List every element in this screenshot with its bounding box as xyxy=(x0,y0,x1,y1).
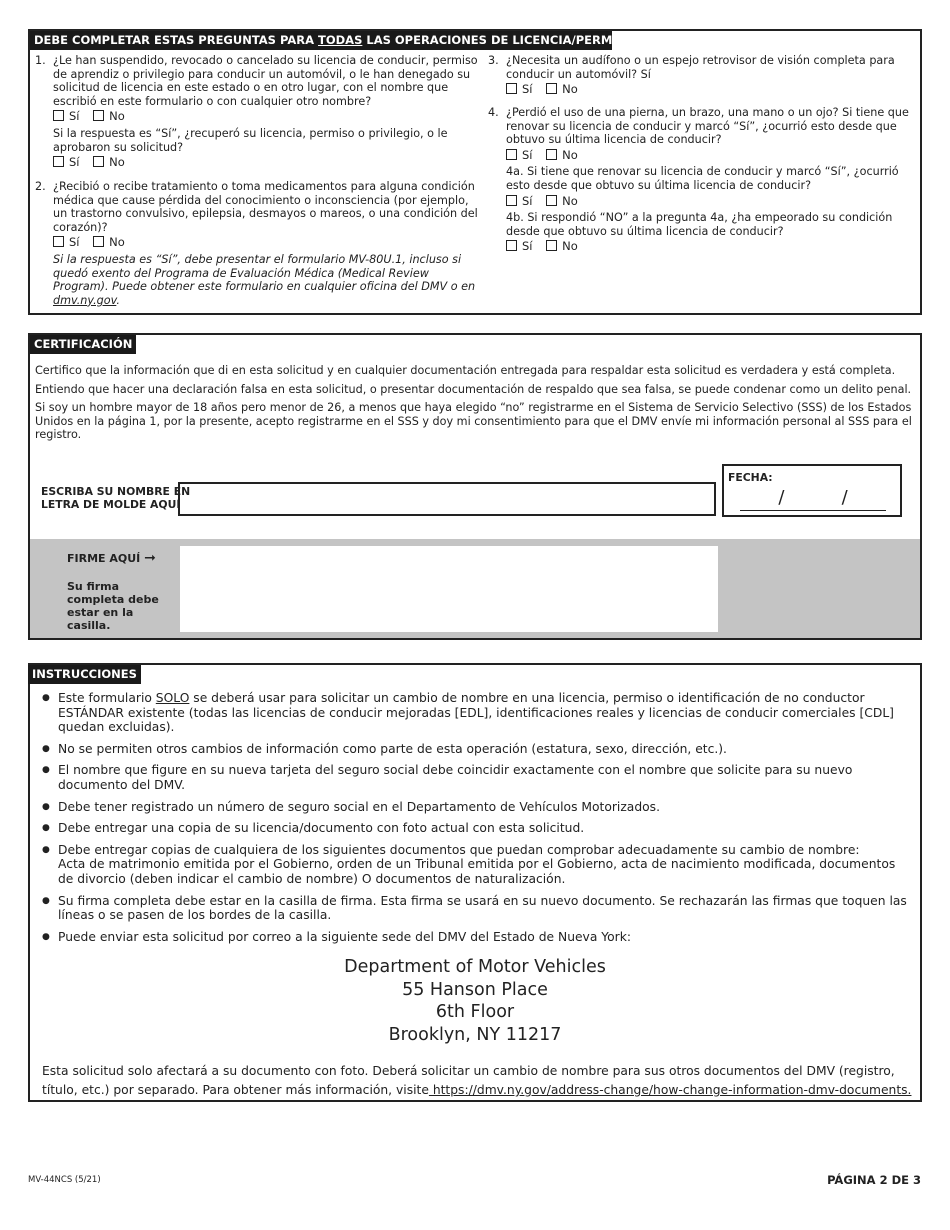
instruction-item: ● Debe entregar una copia de su licencia/documento con foto actual con esta solicitud. xyxy=(42,821,908,836)
question-2-note-end: . xyxy=(116,293,120,307)
questions-header-underlined: TODAS xyxy=(318,33,363,47)
instructions-header: INSTRUCCIONES xyxy=(28,665,141,684)
question-1 xyxy=(35,54,479,173)
q1b-yes-checkbox[interactable] xyxy=(53,156,64,167)
dmv-address xyxy=(30,956,920,1046)
q4-yes-label: Sí xyxy=(522,147,533,162)
date-box xyxy=(722,464,902,517)
date-input[interactable]: / / xyxy=(740,486,886,511)
q1b-no-label: No xyxy=(109,155,125,170)
questions-header xyxy=(30,31,635,50)
question-3-number: 3. xyxy=(488,54,499,67)
name-label xyxy=(41,485,190,511)
q2-yes-checkbox[interactable] xyxy=(53,236,64,247)
question-1-answer xyxy=(53,110,479,124)
question-4 xyxy=(488,106,914,257)
arrow-right-icon: ➞ xyxy=(144,550,156,566)
signature-box[interactable] xyxy=(180,546,718,632)
question-4-number: 4. xyxy=(488,106,499,119)
q1b-yes-label: Sí xyxy=(69,155,80,170)
instruction-item: ● No se permiten otros cambios de información como parte de esta operación (estatura, sexo, dirección, etc.). xyxy=(42,742,908,757)
instruction-1-post: se deberá usar para solicitar un cambio de nombre en una licencia, permiso o identificación de no conductor ESTÁNDAR existente (todas las licencias de conducir mejoradas [EDL], identificaciones reales y licencias de conducir comerciales [CDL] quedan excluidas). xyxy=(58,691,894,735)
instruction-6-text: ● Debe entregar copias de cualquiera de los siguientes documentos que puedan comprobar adecuadamente su cambio de nombre: xyxy=(58,842,860,857)
certification-section xyxy=(28,333,922,640)
q4a-no-checkbox[interactable] xyxy=(546,195,557,206)
address-line-4: Brooklyn, NY 11217 xyxy=(388,1024,562,1045)
instruction-item: ● El nombre que figure en su nueva tarjeta del seguro social debe coincidir exactamente con el nombre que solicite para su nuevo documento del DMV. xyxy=(42,763,908,792)
instructions-footer-line-1: Esta solicitud solo afectará a su documento con foto. Deberá solicitar un cambio de nombre para sus otros documentos del DMV (registro, xyxy=(42,1064,895,1078)
instructions-list xyxy=(42,691,908,951)
q3-yes-label: Sí xyxy=(522,82,533,97)
certification-text xyxy=(35,364,917,447)
dmv-info-link[interactable]: https://dmv.ny.gov/address-change/how-change-information-dmv-documents. xyxy=(428,1083,912,1097)
question-3-text: ¿Necesita un audífono o un espejo retrovisor de visión completa para conducir un automóvil? Sí xyxy=(506,54,895,81)
signature-note xyxy=(67,580,159,632)
sign-here-label xyxy=(67,552,156,565)
instruction-1-pre: Este formulario xyxy=(58,691,156,705)
date-label: FECHA: xyxy=(728,471,773,484)
q4b-yes-label: Sí xyxy=(522,239,533,254)
signature-note-line-3: estar en la xyxy=(67,606,134,619)
question-1-follow-up-answer xyxy=(53,156,479,170)
page-number: PÁGINA 2 DE 3 xyxy=(827,1173,921,1187)
q4a-yes-label: Sí xyxy=(522,193,533,208)
q2-no-label: No xyxy=(109,235,125,250)
questions-header-pre: DEBE COMPLETAR ESTAS PREGUNTAS PARA xyxy=(34,33,318,47)
instruction-item xyxy=(42,843,908,887)
form-id: MV-44NCS (5/21) xyxy=(28,1175,101,1185)
signature-area xyxy=(30,539,920,638)
signature-note-line-1: Su firma xyxy=(67,580,120,593)
question-2-answer xyxy=(53,236,481,250)
dmv-website-link[interactable]: dmv.ny.gov xyxy=(53,293,117,307)
q4-no-checkbox[interactable] xyxy=(546,149,557,160)
q4b-no-label: No xyxy=(562,239,578,254)
q3-no-checkbox[interactable] xyxy=(546,83,557,94)
q3-no-label: No xyxy=(562,82,578,97)
certification-p1: Certifico que la información que di en esta solicitud y en cualquier documentación entregada para respaldar esta solicitud es verdadera y está completa. xyxy=(35,364,896,377)
q4b-yes-checkbox[interactable] xyxy=(506,240,517,251)
questions-section xyxy=(28,29,922,315)
q1b-no-checkbox[interactable] xyxy=(93,156,104,167)
q4-yes-checkbox[interactable] xyxy=(506,149,517,160)
address-line-3: 6th Floor xyxy=(435,1002,515,1022)
instructions-footer xyxy=(42,1062,912,1100)
q1-yes-label: Sí xyxy=(69,109,80,124)
question-2-note xyxy=(53,253,481,307)
q1-no-checkbox[interactable] xyxy=(93,110,104,121)
question-4-text: ¿Perdió el uso de una pierna, un brazo, una mano o un ojo? Si tiene que renovar su licencia de conducir y marcó “Sí”, ¿ocurrió esto desde que obtuvo su última licencia de conducir? xyxy=(506,106,909,147)
instruction-item: ● Debe tener registrado un número de seguro social en el Departamento de Vehículos Motorizados. xyxy=(42,800,908,815)
q3-yes-checkbox[interactable] xyxy=(506,83,517,94)
q4b-no-checkbox[interactable] xyxy=(546,240,557,251)
questions-header-post: LAS OPERACIONES DE LICENCIA/PERMISO xyxy=(362,33,635,47)
address-line-2: 55 Hanson Place xyxy=(402,979,548,1000)
question-1-text: ¿Le han suspendido, revocado o cancelado su licencia de conducir, permiso de aprendiz o privilegio para conducir un automóvil, o le han denegado su solicitud de licencia en este estado o en otro lugar, con el nombre que escribió en este formulario o con cualquier otro nombre? xyxy=(53,54,478,108)
instruction-6-documents: Acta de matrimonio emitida por el Gobierno, orden de un Tribunal emitida por el Gobierno, acta de nacimiento modificada, documentos de divorcio (deben indicar el cambio de nombre) O documentos de naturalización. xyxy=(58,857,896,886)
certification-p3: Si soy un hombre mayor de 18 años pero menor de 26, a menos que haya elegido “no” registrarme en el Sistema de Servicio Selectivo (SSS) de los Estados Unidos en la página 1, por la presente, acepto registrarme en el SSS y doy mi consentimiento para que el DMV envíe mi información personal al SSS para el registro. xyxy=(35,401,912,442)
q4a-no-label: No xyxy=(562,193,578,208)
name-label-line-2: LETRA DE MOLDE AQUÍ xyxy=(41,498,181,511)
question-2-note-text: Si la respuesta es “Sí”, debe presentar el formulario MV-80U.1, incluso si quedó exento del Programa de Evaluación Médica (Medical Review Program). Puede obtener este formulario en cualquier oficina del DMV o en xyxy=(53,252,476,294)
q4-no-label: No xyxy=(562,147,578,162)
q2-no-checkbox[interactable] xyxy=(93,236,104,247)
certification-p2: Entiendo que hacer una declaración falsa en esta solicitud, o presentar documentación de respaldo que sea falsa, se puede condenar como un delito penal. xyxy=(35,382,912,396)
name-input[interactable] xyxy=(178,482,716,516)
certification-header: CERTIFICACIÓN xyxy=(30,335,136,354)
question-3 xyxy=(488,54,896,100)
question-1-number: 1. xyxy=(35,54,46,67)
question-4a-answer xyxy=(506,195,914,209)
question-4-answer xyxy=(506,149,914,163)
question-4b-text: 4b. Si respondió “NO” a la pregunta 4a, ¿ha empeorado su condición desde que obtuvo su última licencia de conducir? xyxy=(506,211,893,238)
instructions-section xyxy=(28,663,922,1102)
name-label-line-1: ESCRIBA SU NOMBRE EN xyxy=(41,485,191,498)
signature-note-line-2: completa debe xyxy=(67,593,159,606)
address-line-1: Department of Motor Vehicles xyxy=(344,957,606,977)
q1-yes-checkbox[interactable] xyxy=(53,110,64,121)
instruction-item: ● Puede enviar esta solicitud por correo a la siguiente sede del DMV del Estado de Nueva York: xyxy=(42,930,908,945)
question-2-text: ¿Recibió o recibe tratamiento o toma medicamentos para alguna condición médica que cause pérdida del conocimiento o inconsciencia (por ejemplo, un trastorno convulsivo, epilepsia, desmayos o mareos, o una condición del corazón)? xyxy=(53,180,478,234)
instructions-footer-text: título, etc.) por separado. Para obtener más información, visite xyxy=(42,1083,429,1097)
q2-yes-label: Sí xyxy=(69,235,80,250)
question-2-number: 2. xyxy=(35,180,46,193)
sign-here-text: FIRME AQUÍ xyxy=(67,552,141,565)
instruction-1-solo: SOLO xyxy=(155,691,190,705)
instruction-item: ● Su firma completa debe estar en la casilla de firma. Esta firma se usará en su nuevo documento. Se rechazarán las firmas que toquen las líneas o se pasen de los bordes de la casilla. xyxy=(42,894,908,923)
question-4b-answer xyxy=(506,240,914,254)
question-1-follow-up: Si la respuesta es “Sí”, ¿recuperó su licencia, permiso o privilegio, o le aprobaron su solicitud? xyxy=(53,126,448,154)
instruction-item xyxy=(42,691,908,735)
q1-no-label: No xyxy=(109,109,125,124)
question-3-answer xyxy=(506,83,896,97)
signature-note-line-4: casilla. xyxy=(67,619,111,632)
question-2 xyxy=(35,180,481,307)
q4a-yes-checkbox[interactable] xyxy=(506,195,517,206)
instructions-footer-line-2 xyxy=(42,1081,912,1100)
question-4a-text: 4a. Si tiene que renovar su licencia de conducir y marcó “Sí”, ¿ocurrió esto desde que obtuvo su última licencia de conducir? xyxy=(506,165,899,192)
